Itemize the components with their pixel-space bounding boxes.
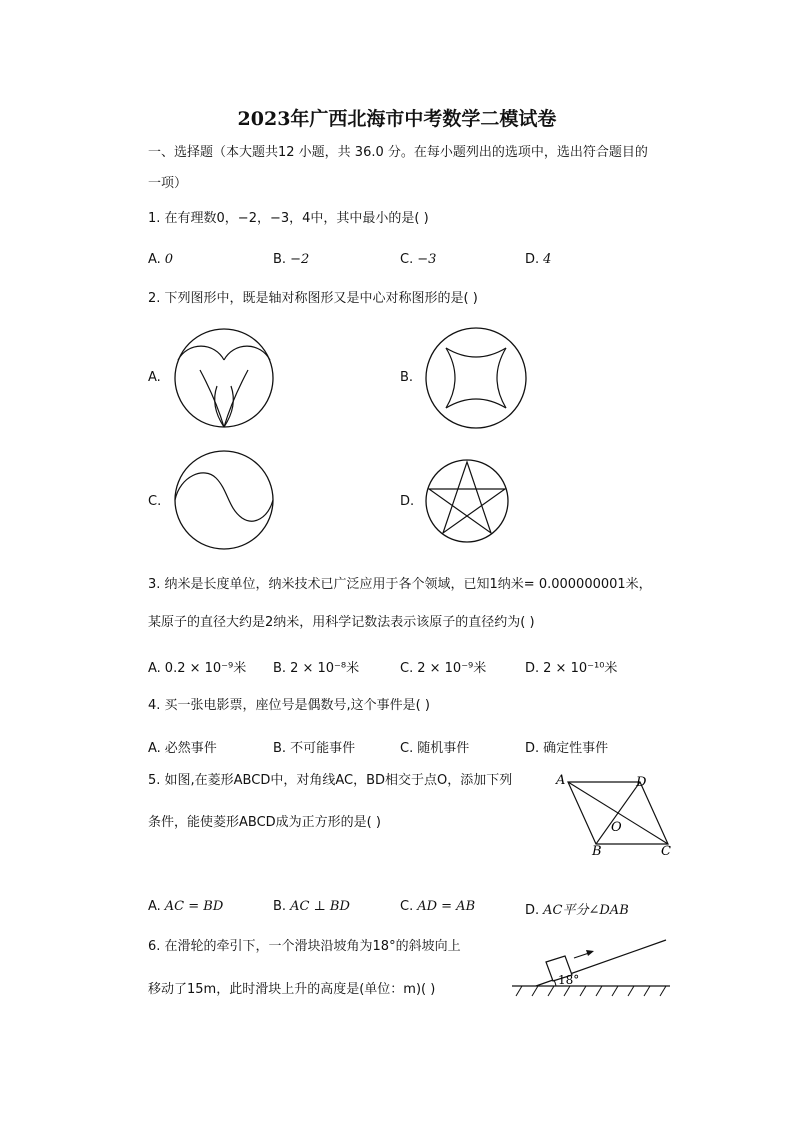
- page-title: 2023年广西北海市中考数学二模试卷: [237, 108, 557, 130]
- option-label: B.: [273, 661, 287, 676]
- option-label: A.: [148, 741, 161, 756]
- option-text: 2 × 10⁻⁸米: [290, 661, 360, 676]
- q2-option-d-label[interactable]: D.: [400, 494, 415, 509]
- option-label: C.: [400, 252, 414, 267]
- option-label: D.: [525, 661, 540, 676]
- option-text: 必然事件: [164, 741, 217, 756]
- option-text: 0: [164, 252, 174, 267]
- q3-option-a[interactable]: [148, 657, 246, 676]
- q4-option-b[interactable]: [273, 737, 355, 756]
- option-label: C.: [400, 661, 414, 676]
- vertex-c-label: C: [661, 844, 671, 858]
- question-1-stem: 1. 在有理数0，−2，−3，4中，其中最小的是( ): [148, 211, 429, 226]
- slope-angle-label: 18°: [558, 973, 580, 987]
- question-6-stem-line2: 移动了15m，此时滑块上升的高度是(单位：m)( ): [148, 982, 436, 997]
- option-text: AC ⊥ BD: [290, 899, 350, 914]
- section-heading: 一、选择题（本大题共12 小题，共 36.0 分。在每小题列出的选项中，选出符合题目的: [148, 145, 648, 160]
- option-text: AD = AB: [417, 899, 476, 914]
- q1-option-a[interactable]: [148, 252, 173, 267]
- q1-option-d[interactable]: [525, 252, 551, 267]
- question-5-stem-line2: 条件，能使菱形ABCD成为正方形的是( ): [148, 815, 381, 830]
- option-text: AC平分∠DAB: [543, 903, 629, 918]
- option-text: 确定性事件: [543, 741, 609, 756]
- q5-option-b[interactable]: [273, 899, 350, 914]
- section-heading-cont: 一项）: [148, 176, 188, 191]
- option-label: A.: [148, 252, 161, 267]
- option-text: 随机事件: [417, 741, 470, 756]
- question-3-stem-line2: 某原子的直径大约是2纳米，用科学记数法表示该原子的直径约为( ): [148, 615, 535, 630]
- vertex-d-label: D: [636, 775, 647, 790]
- option-text: 不可能事件: [290, 741, 356, 756]
- q5-option-c[interactable]: [400, 899, 475, 914]
- q4-option-a[interactable]: [148, 737, 217, 756]
- q1-option-b[interactable]: [273, 252, 309, 267]
- q4-option-d[interactable]: [525, 737, 608, 756]
- option-text: 2 × 10⁻¹⁰米: [543, 661, 618, 676]
- q2-option-b-label[interactable]: B.: [400, 370, 414, 385]
- option-text: 2 × 10⁻⁹米: [417, 661, 487, 676]
- q2-figure-c: [172, 448, 276, 552]
- q2-figure-a: [172, 326, 276, 430]
- question-4-stem: 4. 买一张电影票，座位号是偶数号,这个事件是( ): [148, 698, 430, 713]
- option-label: D.: [525, 741, 540, 756]
- q3-option-b[interactable]: [273, 657, 359, 676]
- q4-option-c[interactable]: [400, 737, 469, 756]
- option-text: −3: [417, 252, 437, 267]
- center-o-label: O: [611, 820, 622, 835]
- option-text: 0.2 × 10⁻⁹米: [164, 661, 247, 676]
- option-label: D.: [525, 252, 540, 267]
- q6-slope-figure: [508, 930, 672, 1000]
- q5-option-a[interactable]: [148, 899, 223, 914]
- q2-option-a-label[interactable]: A.: [148, 370, 161, 385]
- q3-option-c[interactable]: [400, 657, 486, 676]
- question-2-stem: 2. 下列图形中，既是轴对称图形又是中心对称图形的是( ): [148, 291, 478, 306]
- q3-option-d[interactable]: [525, 657, 617, 676]
- option-label: C.: [400, 741, 414, 756]
- q5-option-d[interactable]: [525, 899, 629, 918]
- question-3-stem-line1: 3. 纳米是长度单位，纳米技术已广泛应用于各个领域，已知1纳米= 0.000000001米，: [148, 577, 652, 592]
- q5-rhombus-figure: [552, 770, 678, 858]
- option-label: A.: [148, 899, 161, 914]
- option-label: B.: [273, 252, 287, 267]
- q2-option-c-label[interactable]: C.: [148, 494, 162, 509]
- option-label: C.: [400, 899, 414, 914]
- q1-option-c[interactable]: [400, 252, 436, 267]
- vertex-a-label: A: [556, 773, 566, 788]
- option-text: −2: [290, 252, 310, 267]
- option-text: 4: [543, 252, 552, 267]
- question-6-stem-line1: 6. 在滑轮的牵引下，一个滑块沿坡角为18°的斜坡向上: [148, 939, 461, 954]
- question-5-stem-line1: 5. 如图,在菱形ABCD中，对角线AC，BD相交于点O，添加下列: [148, 773, 513, 788]
- option-label: D.: [525, 903, 540, 918]
- option-label: B.: [273, 899, 287, 914]
- option-label: A.: [148, 661, 161, 676]
- q2-figure-d: [424, 458, 510, 544]
- option-label: B.: [273, 741, 287, 756]
- option-text: AC = BD: [164, 899, 224, 914]
- q2-figure-b: [424, 326, 528, 430]
- vertex-b-label: B: [592, 844, 602, 858]
